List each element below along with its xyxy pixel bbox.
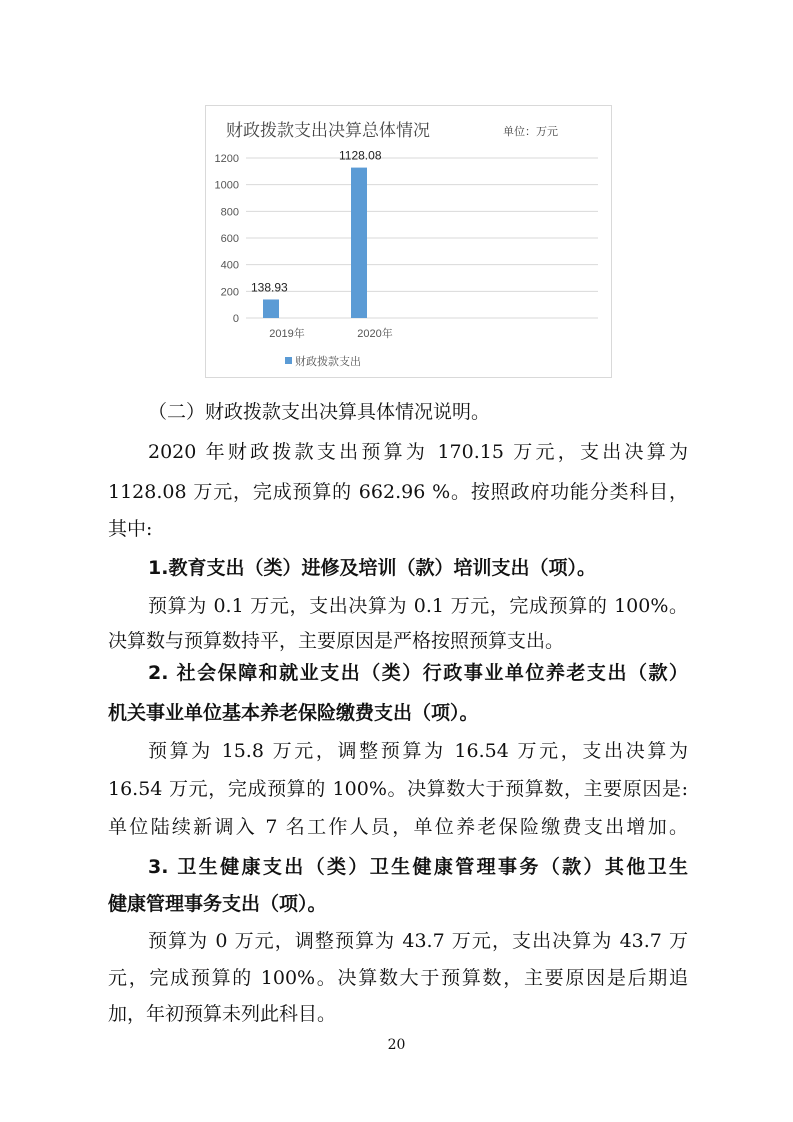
bar [351,168,367,318]
chart-title: 财政拨款支出决算总体情况 [226,121,430,141]
section-heading: 1.教育支出（类）进修及培训（款）培训支出（项）。 [148,557,596,579]
section-heading: 2. 社会保障和就业支出（类）行政事业单位养老支出（款） [148,662,688,684]
section-heading: 健康管理事务支出（项）。 [108,893,327,915]
bar [263,299,279,318]
line: 16.54 万元，完成预算的 100%。决算数大于预算数，主要原因是: [108,778,688,800]
data-label: 1128.08 [339,148,382,163]
y-tick-label: 1200 [214,153,239,165]
y-tick-label: 600 [220,233,239,245]
line: 2020 年财政拨款支出预算为 170.15 万元，支出决算为 [148,441,688,463]
y-tick-label: 800 [220,206,239,219]
y-tick-label: 200 [220,286,239,299]
line: 单位陆续新调入 7 名工作人员，单位养老保险缴费支出增加。 [108,816,688,838]
x-tick-label: 2019年 [269,328,305,340]
legend-label: 财政拨款支出 [295,355,361,368]
line: 预算为 0.1 万元，支出决算为 0.1 万元，完成预算的 100%。 [148,595,688,617]
line: 预算为 0 万元，调整预算为 43.7 万元，支出决算为 43.7 万 [148,930,688,952]
x-tick-label: 2020年 [357,328,393,340]
unit-label: 单位：万元 [503,125,558,138]
legend-swatch [285,357,292,364]
line: 加，年初预算未列此科目。 [108,1003,337,1025]
line: 其中: [108,518,153,540]
line: 决算数与预算数持平，主要原因是严格按照预算支出。 [108,630,565,652]
y-tick-label: 1000 [214,179,239,192]
line: 预算为 15.8 万元，调整预算为 16.54 万元，支出决算为 [148,740,688,762]
y-tick-label: 400 [220,259,239,272]
page-number: 20 [387,1037,406,1053]
y-tick-label: 0 [232,313,239,325]
line: 元，完成预算的 100%。决算数大于预算数，主要原因是后期追 [108,967,688,989]
line: （二）财政拨款支出决算具体情况说明。 [148,401,491,423]
section-heading: 机关事业单位基本养老保险缴费支出（项）。 [108,702,479,724]
data-label: 138.93 [251,280,288,295]
line: 1128.08 万元，完成预算的 662.96 %。按照政府功能分类科目， [108,481,688,503]
expenditure-chart [205,105,612,378]
section-heading: 3. 卫生健康支出（类）卫生健康管理事务（款）其他卫生 [148,856,688,878]
chart-canvas [206,106,613,379]
